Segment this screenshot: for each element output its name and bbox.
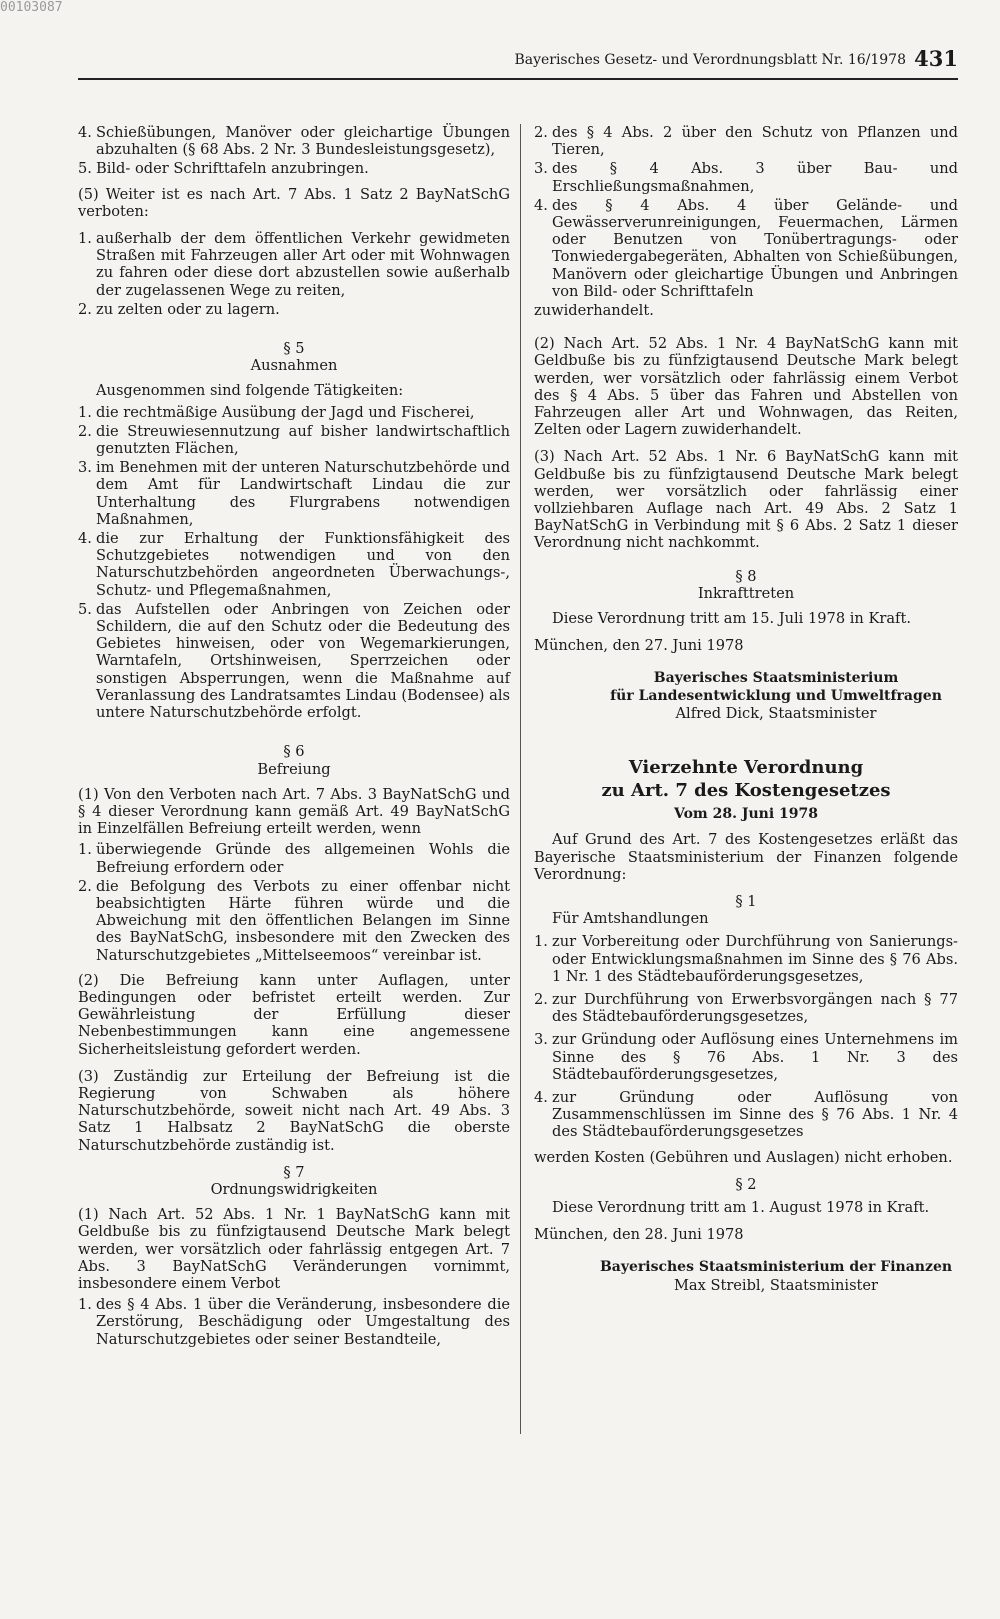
list-item: 1. überwiegende Gründe des allgemeinen Wohls die Befreiung erfordern oder [78, 841, 510, 876]
paragraph: (2) Nach Art. 52 Abs. 1 Nr. 4 BayNatSchG kann mit Geldbuße bis zu fünfzigtausend Deutsche Mark belegt werden, wer vorsätzlich oder fahrlässig einem Verbot des § 4 Abs. 5 über das Fahren und Abstellen von Fahrzeugen aller Art und Wohnwagen, das Reiten, Zelten oder Lagern zuwiderhandelt. [534, 335, 958, 439]
left-column [78, 124, 510, 1350]
signature-org: Bayerisches Staatsministerium der Finanzen [599, 1259, 953, 1276]
section-sign: § 7 [283, 1163, 305, 1181]
list-item: 4. Schießübungen, Manöver oder gleichartige Übungen abzuhalten (§ 68 Abs. 2 Nr. 3 Bundesleistungsgesetz), [78, 124, 510, 159]
paragraph: Diese Verordnung tritt am 1. August 1978 in Kraft. [552, 1198, 930, 1216]
list-item: 1. des § 4 Abs. 1 über die Veränderung, insbesondere die Zerstörung, Beschädigung oder Umgestaltung des Naturschutzgebietes oder seiner Bestandteile, [78, 1296, 510, 1348]
paragraph: (1) Von den Verboten nach Art. 7 Abs. 3 BayNatSchG und § 4 dieser Verordnung kann gemäß Art. 49 BayNatSchG in Einzelfällen Befreiung erteilt werden, wenn [78, 785, 510, 838]
place-date: München, den 28. Juni 1978 [534, 1226, 744, 1244]
signature-block [534, 1259, 958, 1293]
list-item: 4. des § 4 Abs. 4 über Gelände- und Gewässerverunreinigungen, Feuermachen, Lärmen oder Benutzen von Tonübertragungs- oder Tonwiedergabegeräten, Abhalten von Schießübungen, Manövern oder gleichartige Übungen und Anbringen von Bild- oder Schrifttafeln [534, 196, 958, 300]
paragraph-5: (5) Weiter ist es nach Art. 7 Abs. 1 Satz 2 BayNatSchG verboten: [78, 185, 510, 220]
list-item: 3. im Benehmen mit der unteren Naturschutzbehörde und dem Amt für Landwirtschaft Lindau die zur Unterhaltung des Flurgrabens notwendigen Maßnahmen, [78, 459, 510, 528]
page-number: 431 [914, 46, 958, 71]
section-2 [534, 1176, 958, 1216]
list-item: 5. das Aufstellen oder Anbringen von Zeichen oder Schildern, die auf den Schutz oder die Bedeutung des Gebietes hinweisen, oder von Wegemarkierungen, Warntafeln, Ortshinweisen, Sperrzeichen oder sonstigen Absperrungen, wenn die Maßnahme auf Veranlassung des Landratsamtes Lindau (Bodensee) als untere Naturschutzbehörde erfolgt. [78, 600, 510, 722]
section-6 [78, 743, 510, 1153]
signature-org: für Landesentwicklung und Umweltfragen [610, 687, 942, 704]
section-1 [534, 893, 958, 1166]
section-sign: § 6 [283, 743, 305, 761]
paragraph: (3) Zuständig zur Erteilung der Befreiung ist die Regierung von Schwaben als höhere Naturschutzbehörde, soweit nicht nach Art. 49 Abs. 3 Satz 1 Halbsatz 2 BayNatSchG die oberste Naturschutzbehörde zuständig ist. [78, 1067, 510, 1154]
section-sign: § 2 [735, 1175, 757, 1193]
gazette-title: Bayerisches Gesetz- und Verordnungsblatt Nr. 16/1978 [514, 52, 906, 68]
section-intro: Ausgenommen sind folgende Tätigkeiten: [96, 382, 404, 400]
list-item: 4. die zur Erhaltung der Funktionsfähigkeit des Schutzgebietes notwendigen und von den Naturschutzbehörden angeordneten Überwachungs-, Schutz- und Pflegemaßnahmen, [78, 530, 510, 599]
paragraph: werden Kosten (Gebühren und Auslagen) nicht erhoben. [534, 1148, 953, 1166]
ordinance-date: Vom 28. Juni 1978 [674, 806, 818, 823]
scan-id: 00103087 [0, 0, 63, 15]
section-title: Für Amtshandlungen [552, 910, 709, 928]
paragraph: (3) Nach Art. 52 Abs. 1 Nr. 6 BayNatSchG kann mit Geldbuße bis zu fünfzigtausend Deutsche Mark belegt werden, wer vorsätzlich oder fahrlässig einer vollziehbaren Auflage nach Art. 49 Abs. 2 Satz 1 BayNatSchG in Verbindung mit § 6 Abs. 2 Satz 1 dieser Verordnung nicht nachkommt. [534, 448, 958, 552]
right-column [534, 124, 958, 1294]
place-date: München, den 27. Juni 1978 [534, 637, 744, 655]
paragraph: (2) Die Befreiung kann unter Auflagen, unter Bedingungen oder befristet erteilt werden. Zur Gewährleistung der Erfüllung dieser Nebenbestimmungen kann eine angemessene Sicherheitsleistung gefordert werden. [78, 971, 510, 1058]
list-item: 1. außerhalb der dem öffentlichen Verkehr gewidmeten Straßen mit Fahrzeugen aller Art oder mit Wohnwagen zu fahren oder diese dort abzustellen sowie außerhalb der zugelassenen Wege zu reiten, [78, 230, 510, 299]
section-5 [78, 340, 510, 721]
paragraph: Diese Verordnung tritt am 15. Juli 1978 in Kraft. [552, 610, 911, 628]
list-item: 4. zur Gründung oder Auflösung von Zusammenschlüssen im Sinne des § 76 Abs. 1 Nr. 4 des Städtebauförderungsgesetzes [534, 1088, 958, 1141]
list-verbote-a [78, 124, 510, 178]
paragraph: (1) Nach Art. 52 Abs. 1 Nr. 1 BayNatSchG kann mit Geldbuße bis zu fünfzigtausend Deutsche Mark belegt werden, wer vorsätzlich oder fahrlässig entgegen Art. 7 Abs. 3 BayNatSchG Veränderungen vornimmt, insbesondere einem Verbot [78, 1206, 510, 1292]
page-header [78, 42, 958, 80]
list-verbote-b [78, 230, 510, 318]
section-title: Ausnahmen [250, 357, 338, 375]
section-sign: § 8 [735, 567, 757, 585]
list-item: 2. die Streuwiesennutzung auf bisher landwirtschaftlich genutzten Flächen, [78, 422, 510, 458]
list-item: 2. des § 4 Abs. 2 über den Schutz von Pflanzen und Tieren, [534, 124, 958, 159]
paragraph: Auf Grund des Art. 7 des Kostengesetzes erläßt das Bayerische Staatsministerium der Finanzen folgende Verordnung: [534, 831, 958, 883]
signature-block [534, 670, 958, 722]
paragraph: zuwiderhandelt. [534, 302, 654, 320]
section-title: Inkrafttreten [697, 584, 795, 602]
list-item: 3. des § 4 Abs. 3 über Bau- und Erschließungsmaßnahmen, [534, 160, 958, 195]
ordinance-title: Vierzehnte Verordnung zu Art. 7 des Kostengesetzes [601, 757, 891, 802]
section-7 [78, 1164, 510, 1348]
signature-name: Alfred Dick, Staatsminister [675, 704, 877, 722]
signature-org: Bayerisches Staatsministerium [653, 670, 899, 687]
section-sign: § 1 [735, 892, 757, 910]
section-sign: § 5 [283, 340, 305, 358]
signature-name: Max Streibl, Staatsminister [673, 1276, 879, 1294]
list-item: 2. zu zelten oder zu lagern. [78, 300, 280, 318]
section-8 [534, 568, 958, 628]
section-title: Ordnungswidrigkeiten [210, 1180, 378, 1198]
list-item: 3. zur Gründung oder Auflösung eines Unternehmens im Sinne des § 76 Abs. 1 Nr. 3 des Städtebauförderungsgesetzes, [534, 1031, 958, 1083]
list-item: 5. Bild- oder Schrifttafeln anzubringen. [78, 160, 369, 178]
list-item: 2. zur Durchführung von Erwerbsvorgängen nach § 77 des Städtebauförderungsgesetzes, [534, 990, 958, 1026]
list-item: 1. die rechtmäßige Ausübung der Jagd und Fischerei, [78, 403, 475, 421]
column-divider [520, 124, 521, 1434]
list-item: 1. zur Vorbereitung oder Durchführung von Sanierungs- oder Entwicklungsmaßnahmen im Sinne des § 76 Abs. 1 Nr. 1 des Städtebauförderungsgesetzes, [534, 933, 958, 985]
list-item: 2. die Befolgung des Verbots zu einer offenbar nicht beabsichtigten Härte führen würde und die Abweichung mit den öffentlichen Belangen im Sinne des BayNatSchG, insbesondere mit den Zwecken des Naturschutzgebietes „Mittelseemoos“ vereinbar ist. [78, 877, 510, 964]
section-title: Befreiung [257, 760, 331, 778]
